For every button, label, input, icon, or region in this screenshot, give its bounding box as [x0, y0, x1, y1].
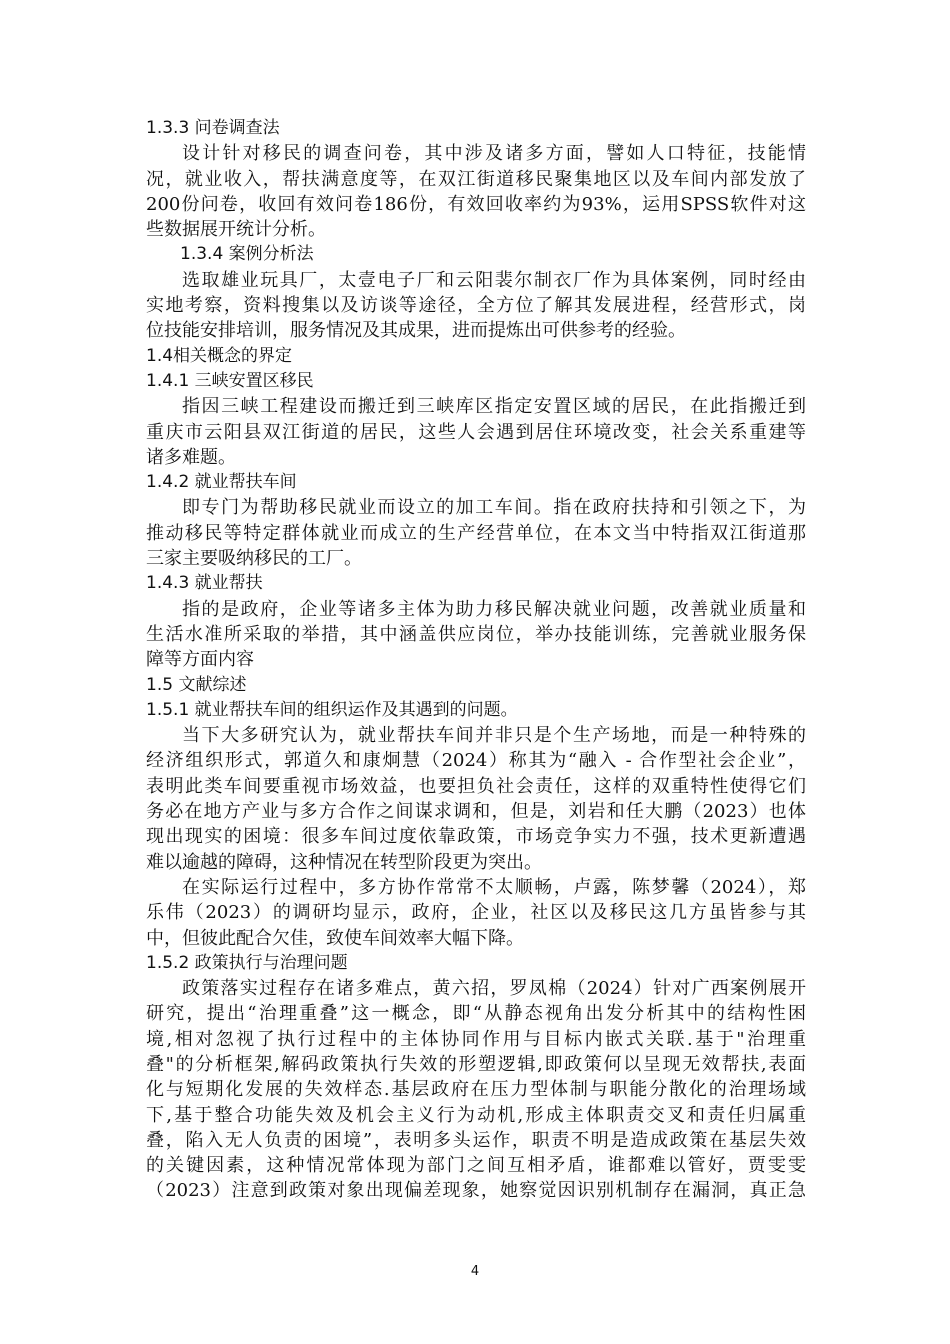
paragraph-line: 叠"的分析框架,解码政策执行失效的形塑逻辑,即政策何以呈现无效帮扶,表面	[146, 1053, 806, 1075]
section-heading: 1.5.2 政策执行与治理问题	[146, 952, 348, 973]
paragraph-line: 当下大多研究认为，就业帮扶车间并非只是个生产场地，而是一种特殊的	[182, 725, 806, 747]
section-heading: 1.5 文献综述	[146, 674, 247, 695]
paragraph-line: 的关键因素，这种情况常体现为部门之间互相矛盾，谁都难以管好，贾雯雯	[146, 1155, 806, 1177]
paragraph-line: 经济组织形式，郭道久和康炯慧（2024）称其为“融入 - 合作型社会企业”，	[146, 750, 806, 772]
paragraph-line: 化与短期化发展的失效样态.基层政府在压力型体制与职能分散化的治理场域	[146, 1079, 806, 1101]
section-heading: 1.3.3 问卷调查法	[146, 118, 280, 138]
section-heading: 1.4.2 就业帮扶车间	[146, 472, 297, 493]
paragraph-line: 研究，提出“治理重叠”这一概念，即“从静态视角出发分析其中的结构性困	[146, 1003, 806, 1025]
section-heading: 1.4.1 三峡安置区移民	[146, 370, 314, 391]
paragraph-line: 中，但彼此配合欠佳，致使车间效率大幅下降。	[146, 927, 524, 949]
paragraph-line: 况，就业收入，帮扶满意度等，在双江街道移民聚集地区以及车间内部发放了	[146, 168, 806, 190]
paragraph-line: 重庆市云阳县双江街道的居民，这些人会遇到居住环境改变，社会关系重建等	[146, 421, 806, 443]
section-heading: 1.5.1 就业帮扶车间的组织运作及其遇到的问题。	[146, 699, 518, 720]
document-body	[146, 116, 806, 1204]
paragraph-line: 境,相对忽视了执行过程中的主体协同作用与目标内嵌式关联.基于"治理重	[146, 1028, 806, 1050]
section-heading: 1.4相关概念的界定	[146, 345, 293, 366]
paragraph-line: 政策落实过程存在诸多难点，黄六招，罗凤棉（2024）针对广西案例展开	[182, 978, 806, 1000]
paragraph-line: 指因三峡工程建设而搬迁到三峡库区指定安置区域的居民，在此指搬迁到	[182, 396, 806, 418]
paragraph-line: 难以逾越的障碍，这种情况在转型阶段更为突出。	[146, 851, 542, 873]
paragraph-line: 位技能安排培训，服务情况及其成果，进而提炼出可供参考的经验。	[146, 320, 686, 342]
section-heading: 1.4.3 就业帮扶	[146, 573, 263, 594]
paragraph-line: 三家主要吸纳移民的工厂。	[146, 548, 362, 570]
paragraph-line: 现出现实的困境：很多车间过度依靠政策，市场竞争实力不强，技术更新遭遇	[146, 826, 806, 848]
paragraph-line: 诸多难题。	[146, 446, 236, 468]
paragraph-line: 200份问卷，收回有效问卷186份，有效回收率约为93%，运用SPSS软件对这	[146, 193, 806, 215]
paragraph-line: （2023）注意到政策对象出现偏差现象，她察觉因识别机制存在漏洞，真正急	[146, 1180, 806, 1202]
paragraph-line: 下,基于整合功能失效及机会主义行为动机,形成主体职责交叉和责任归属重	[146, 1104, 806, 1126]
paragraph-line: 生活水准所采取的举措，其中涵盖供应岗位，举办技能训练，完善就业服务保	[146, 623, 806, 645]
paragraph-line: 在实际运行过程中，多方协作常常不太顺畅，卢露，陈梦馨（2024），郑	[182, 876, 806, 898]
paragraph-line: 表明此类车间要重视市场效益，也要担负社会责任，这样的双重特性使得它们	[146, 775, 806, 797]
section-heading: 1.3.4 案例分析法	[180, 244, 314, 265]
paragraph-line: 务必在地方产业与多方合作之间谋求调和，但是，刘岩和任大鹏（2023）也体	[146, 801, 806, 823]
paragraph-line: 些数据展开统计分析。	[146, 219, 326, 241]
paragraph-line: 即专门为帮助移民就业而设立的加工车间。指在政府扶持和引领之下，为	[182, 497, 806, 519]
paragraph-line: 乐伟（2023）的调研均显示，政府，企业，社区以及移民这几方虽皆参与其	[146, 902, 806, 924]
paragraph-line: 指的是政府，企业等诸多主体为助力移民解决就业问题，改善就业质量和	[182, 598, 806, 620]
paragraph-line: 推动移民等特定群体就业而成立的生产经营单位，在本文当中特指双江街道那	[146, 522, 806, 544]
paragraph-line: 障等方面内容	[146, 649, 254, 671]
paragraph-line: 设计针对移民的调查问卷，其中涉及诸多方面，譬如人口特征，技能情	[182, 143, 806, 165]
page-number: 4	[470, 1264, 480, 1279]
paragraph-line: 选取雄业玩具厂，太壹电子厂和云阳裴尔制衣厂作为具体案例，同时经由	[182, 269, 806, 291]
paragraph-line: 实地考察，资料搜集以及访谈等途径，全方位了解其发展进程，经营形式，岗	[146, 295, 806, 317]
paragraph-line: 叠，陷入无人负责的困境”，表明多头运作，职责不明是造成政策在基层失效	[146, 1129, 806, 1151]
